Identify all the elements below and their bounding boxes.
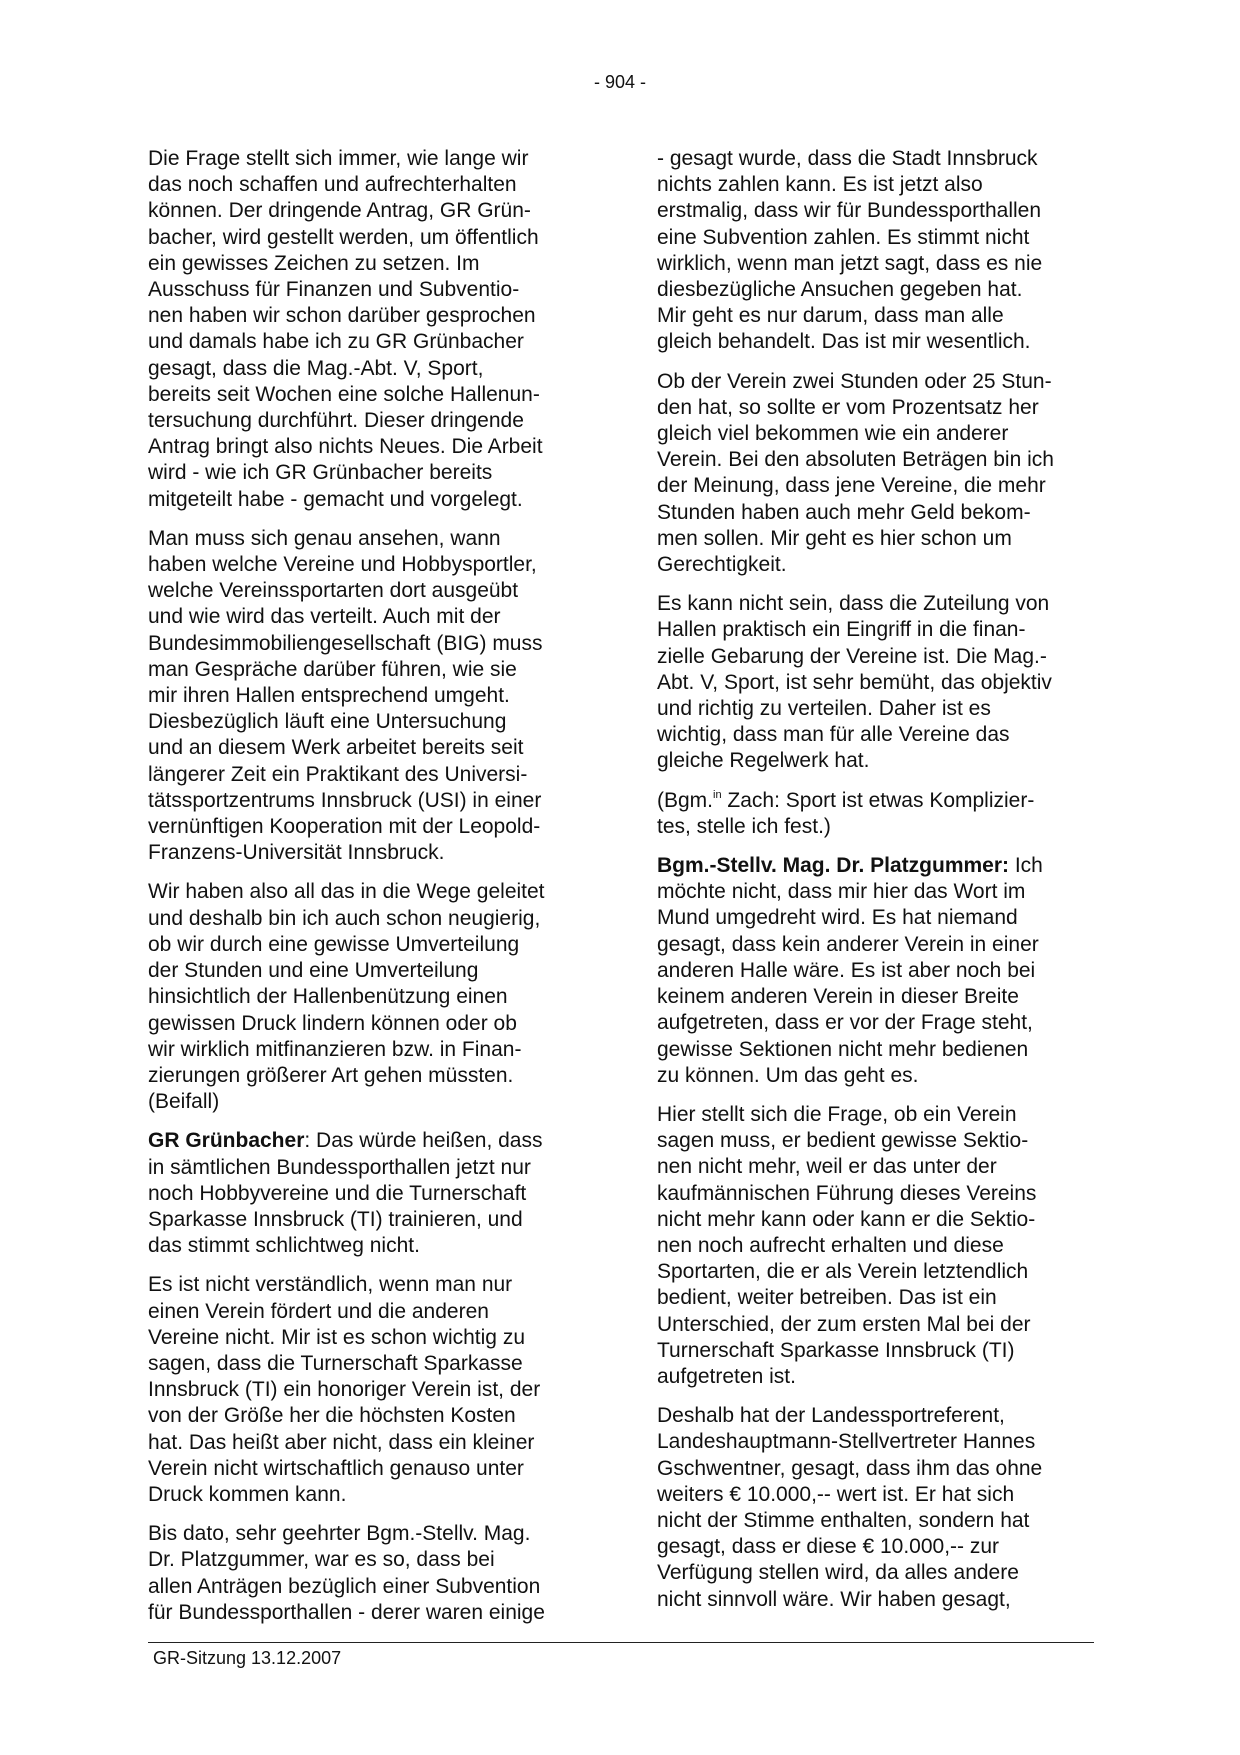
footer-session-date: GR-Sitzung 13.12.2007: [153, 1648, 342, 1668]
paragraph-speaker-platzgummer: [657, 853, 1099, 1089]
paragraph: Man muss sich genau ansehen, wann haben welche Vereine und Hobbysportler, welche Vereinssportarten dort ausgeübt und wie wird das verteilt. Auch mit der Bundesimmobiliengesellschaft (BIG) muss man Gespräche darüber führen, wie sie mir ihren Hallen entsprechend umgeht. Diesbezüglich läuft eine Untersuchung und an diesem Werk arbeitet bereits seit längerer Zeit ein Praktikant des Universi- tätssportzentrums Innsbruck (USI) in einer vernünftigen Kooperation mit der Leopold- Franzens-Universität Innsbruck.: [148, 526, 543, 865]
paragraph-interjection: [657, 788, 1099, 840]
page-number: - 904 -: [593, 72, 647, 92]
speaker-name: Bgm.-Stellv. Mag. Dr. Platzgummer:: [657, 854, 1010, 878]
superscript: in: [713, 788, 722, 801]
paragraph: Ob der Verein zwei Stunden oder 25 Stun- den hat, so sollte er vom Prozentsatz her gleich viel bekommen wie ein anderer Verein. Bei den absoluten Beträgen bin ich der Meinung, dass jene Vereine, die mehr Stunden haben auch mehr Geld bekom- men sollen. Mir geht es hier schon um Gerechtigkeit.: [657, 369, 1054, 577]
paragraph: Deshalb hat der Landessportreferent, Landeshauptmann-Stellvertreter Hannes Gschwentner, gesagt, dass ihm das ohne weiters € 10.000,-- wert ist. Er hat sich nicht der Stimme enthalten, sondern hat gesagt, dass er diese € 10.000,-- zur Verfügung stellen wird, da alles andere nicht sinnvoll wäre. Wir haben gesagt,: [657, 1404, 1043, 1611]
paragraph: Wir haben also all das in die Wege geleitet und deshalb bin ich auch schon neugierig, ob wir durch eine gewisse Umverteilung der Stunden und eine Umverteilung hinsichtlich der Hallenbenützung einen gewissen Druck lindern können oder ob wir wirklich mitfinanzieren bzw. in Finan- zierungen größerer Art gehen müssten. (Beifall): [148, 880, 545, 1114]
paragraph: Es kann nicht sein, dass die Zuteilung von Hallen praktisch ein Eingriff in die finan- zielle Gebarung der Vereine ist. Die Mag.- Abt. V, Sport, ist sehr bemüht, das objektiv und richtig zu verteilen. Daher ist es wichtig, dass man für alle Vereine das gleiche Regelwerk hat.: [657, 592, 1052, 773]
left-column: [148, 146, 590, 1639]
speaker-name: GR Grünbacher: [148, 1129, 305, 1153]
paragraph-first-line: Ich: [1009, 854, 1043, 878]
paragraph: Hier stellt sich die Frage, ob ein Verein sagen muss, er bedient gewisse Sektio- nen nicht mehr, weil er das unter der kaufmännischen Führung dieses Vereins nicht mehr kann oder kann er die Sektio- nen noch aufrecht erhalten und diese Sportarten, die er als Verein letztendlich bedient, weiter betreiben. Das ist ein Unterschied, der zum ersten Mal bei der Turnerschaft Sparkasse Innsbruck (TI) aufgetreten ist.: [657, 1102, 1037, 1388]
paragraph: Bis dato, sehr geehrter Bgm.-Stellv. Mag. Dr. Platzgummer, war es so, dass bei allen Anträgen bezüglich einer Subvention für Bundessporthallen - derer waren einige: [148, 1522, 545, 1624]
interjection-first-line: Zach: Sport ist etwas Komplizier-: [721, 788, 1035, 812]
paragraph-rest: tes, stelle ich fest.): [657, 814, 831, 838]
paragraph-speaker-gruenbacher: [148, 1128, 590, 1259]
interjection-start: (Bgm.: [657, 788, 714, 812]
right-column: [657, 146, 1099, 1626]
footer-divider: [148, 1642, 1094, 1643]
paragraph-rest: möchte nicht, dass mir hier das Wort im Mund umgedreht wird. Es hat niemand gesagt, dass kein anderer Verein in einer anderen Halle wäre. Es ist aber noch bei keinem anderen Verein in dieser Breite aufgetreten, dass er vor der Frage steht, gewisse Sektionen nicht mehr bedienen zu können. Um das geht es.: [657, 880, 1039, 1087]
paragraph: Es ist nicht verständlich, wenn man nur einen Verein fördert und die anderen Vereine nicht. Mir ist es schon wichtig zu sagen, dass die Turnerschaft Sparkasse Innsbruck (TI) ein honoriger Verein ist, der von der Größe her die höchsten Kosten hat. Das heißt aber nicht, dass ein kleiner Verein nicht wirtschaftlich genauso unter Druck kommen kann.: [148, 1273, 541, 1506]
paragraph: Die Frage stellt sich immer, wie lange wir das noch schaffen und aufrechterhalten können. Der dringende Antrag, GR Grün- bacher, wird gestellt werden, um öffentlich ein gewisses Zeichen zu setzen. Im Ausschuss für Finanzen und Subventio- nen haben wir schon darüber gesprochen und damals habe ich zu GR Grünbacher gesagt, dass die Mag.-Abt. V, Sport, bereits seit Wochen eine solche Hallenun- tersuchung durchführt. Dieser dringende Antrag bringt also nichts Neues. Die Arbeit wird - wie ich GR Grünbacher bereits mitgeteilt habe - gemacht und vorgelegt.: [148, 147, 543, 511]
paragraph: - gesagt wurde, dass die Stadt Innsbruck nichts zahlen kann. Es ist jetzt also erstmalig, dass wir für Bundessporthallen eine Subvention zahlen. Es stimmt nicht wirklich, wenn man jetzt sagt, dass es nie diesbezügliche Ansuchen gegeben hat. Mir geht es nur darum, dass man alle gleich behandelt. Das ist mir wesentlich.: [657, 147, 1043, 354]
paragraph-first-line: : Das würde heißen, dass: [304, 1129, 543, 1153]
paragraph-rest: in sämtlichen Bundessporthallen jetzt nur noch Hobbyvereine und die Turnerschaft Sparkasse Innsbruck (TI) trainieren, und das stimmt schlichtweg nicht.: [148, 1155, 531, 1258]
